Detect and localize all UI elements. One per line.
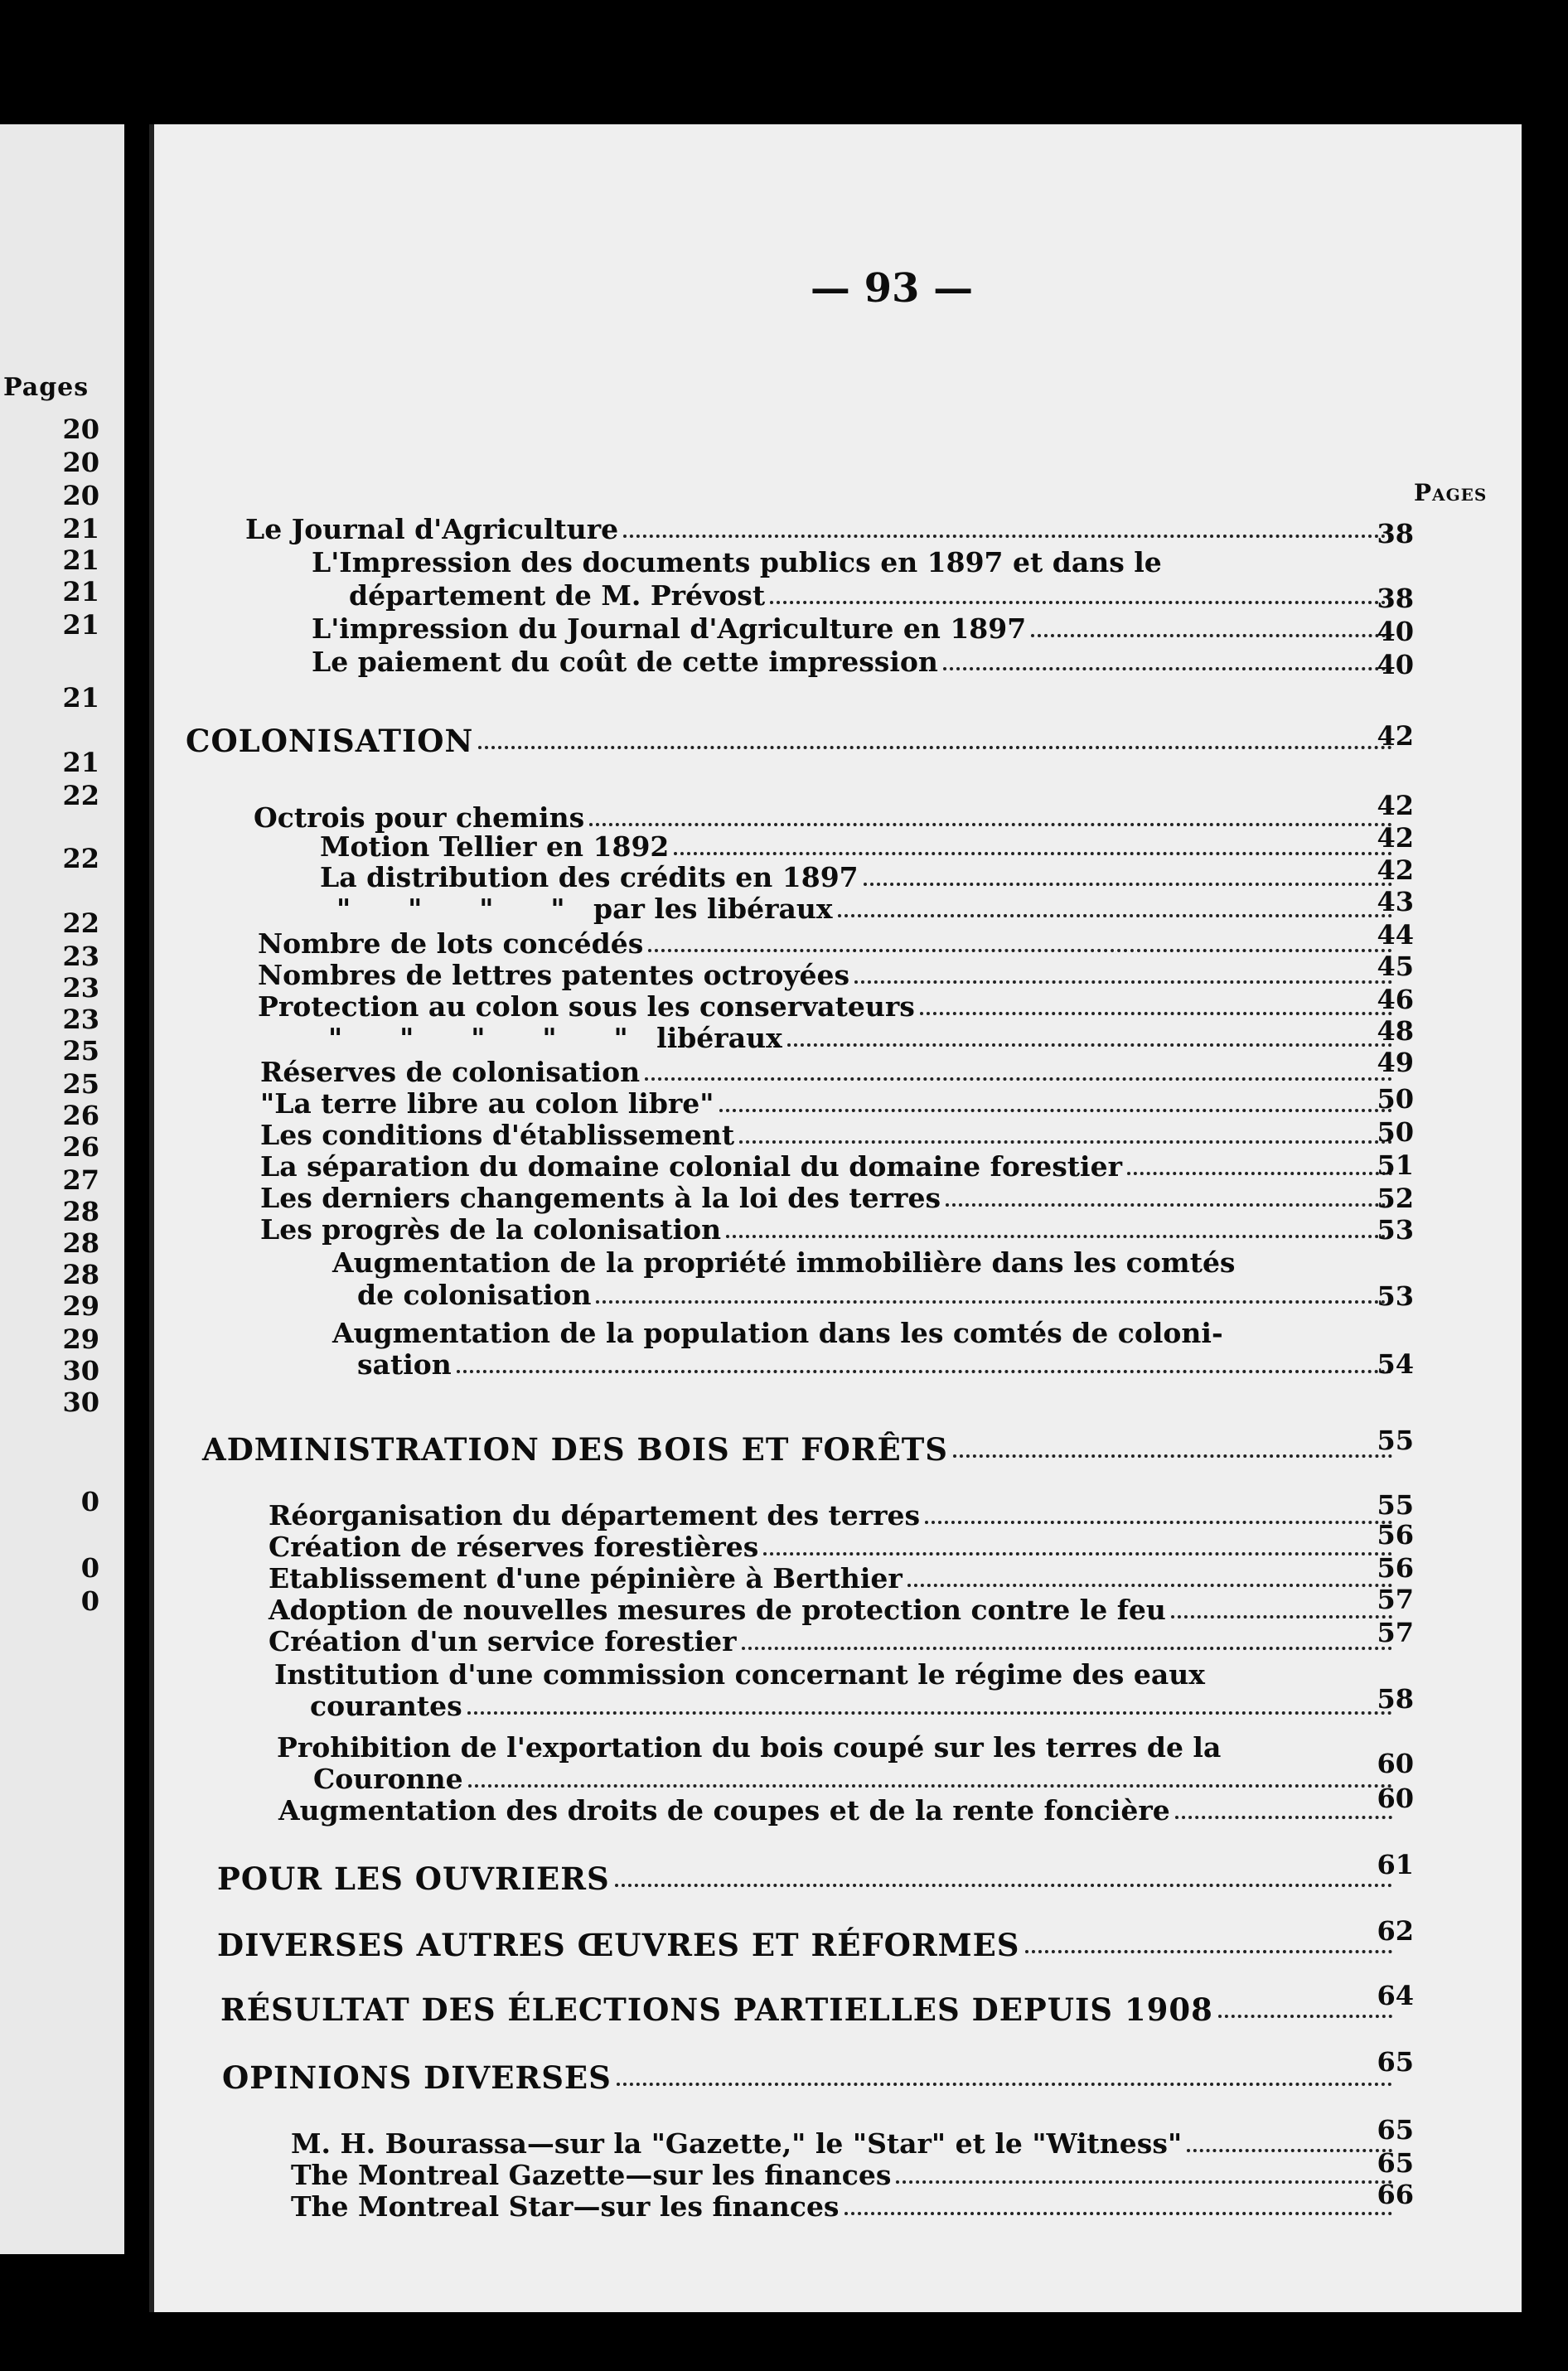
toc-section-label: DIVERSES AUTRES ŒUVRES ET RÉFORMES (217, 1927, 1020, 1963)
left-page-number: 21 (62, 609, 99, 641)
left-page-number: 25 (62, 1068, 99, 1100)
dot-leader (854, 980, 1392, 984)
dot-leader (742, 1647, 1392, 1650)
toc-entry-page: 65 (1377, 2114, 1414, 2146)
toc-entry-page: 45 (1377, 951, 1414, 982)
toc-entry (258, 991, 1397, 1023)
left-page-number: 25 (62, 1035, 99, 1067)
toc-entry-label: L'impression du Journal d'Agriculture en 1897 (312, 612, 1027, 645)
toc-entry-page: 54 (1377, 1348, 1414, 1380)
left-page-number: 29 (62, 1323, 99, 1355)
left-page-number: 26 (62, 1131, 99, 1163)
toc-entry-page: 51 (1377, 1149, 1414, 1181)
toc-entry (269, 1594, 1397, 1626)
toc-entry-page: 49 (1377, 1047, 1414, 1078)
toc-entry-page: 38 (1377, 583, 1414, 614)
toc-entry-label: Création d'un service forestier (269, 1625, 737, 1657)
left-page-number: 27 (62, 1164, 99, 1196)
dot-leader (1031, 634, 1392, 637)
toc-entry-page: 42 (1377, 720, 1414, 752)
toc-entry-label: Augmentation de la propriété immobilière dans les comtés (332, 1246, 1236, 1279)
toc-entry (291, 2191, 1397, 2223)
left-page-number: 28 (62, 1227, 99, 1259)
toc-entry (310, 1691, 1397, 1722)
dot-leader (925, 1521, 1392, 1524)
left-page-number: 29 (62, 1290, 99, 1322)
toc-entry-label: Octrois pour chemins (254, 801, 585, 834)
toc-entry-label: The Montreal Star—sur les finances (291, 2190, 840, 2223)
toc-entry (269, 1626, 1397, 1657)
toc-entry-page: 55 (1377, 1489, 1414, 1521)
toc-entry-page: 60 (1377, 1783, 1414, 1814)
left-page-number: 23 (62, 941, 99, 972)
toc-entry (349, 580, 1397, 612)
toc-entry-label: Réserves de colonisation (260, 1056, 641, 1088)
toc-section-heading (217, 1929, 1397, 1961)
left-page-number: 21 (62, 682, 99, 714)
toc-entry-page: 53 (1377, 1214, 1414, 1246)
toc-entry-label: Le Journal d'Agriculture (245, 513, 619, 545)
toc-section-heading (222, 2059, 1397, 2096)
toc-entry-label: M. H. Bourassa—sur la "Gazette," le "Star" et le "Witness" (291, 2127, 1183, 2160)
toc-entry-page: 61 (1377, 1849, 1414, 1880)
toc-entry (320, 831, 1397, 863)
toc-entry-label: Réorganisation du département des terres (269, 1499, 921, 1531)
left-page-number: 20 (62, 447, 99, 478)
toc-entry-label: "La terre libre au colon libre" (260, 1087, 714, 1120)
dot-leader (896, 2180, 1392, 2184)
toc-entry-label: La distribution des crédits en 1897 (320, 861, 859, 893)
toc-entry (320, 862, 1397, 893)
toc-entry-page: 66 (1377, 2179, 1414, 2210)
toc-entry (357, 1280, 1397, 1311)
toc-entry-page: 65 (1377, 2046, 1414, 2078)
toc-entry-page: 42 (1377, 822, 1414, 854)
left-page-number: 22 (62, 843, 99, 874)
toc-entry (312, 646, 1397, 678)
toc-entry-page: 46 (1377, 984, 1414, 1015)
dot-leader (1127, 1172, 1392, 1175)
toc-entry-page: 55 (1377, 1425, 1414, 1456)
toc-entry-page: 38 (1377, 518, 1414, 549)
toc-entry (260, 1151, 1397, 1183)
dot-leader (457, 1370, 1392, 1373)
toc-entry-page: 40 (1377, 649, 1414, 680)
page-number: — 93 — (810, 265, 974, 312)
left-page-number: 20 (62, 480, 99, 511)
toc-entry-page: 57 (1377, 1584, 1414, 1615)
toc-entry (260, 1120, 1397, 1151)
dot-leader (478, 746, 1392, 749)
dot-leader (920, 1012, 1392, 1015)
toc-entry-label: Couronne (313, 1763, 463, 1795)
toc-section-heading (217, 1861, 1397, 1897)
pages-column-header: Pages (1414, 479, 1488, 506)
toc-section-label: OPINIONS DIVERSES (222, 2059, 612, 2096)
toc-entry-label: L'Impression des documents publics en 1897 et dans le (312, 546, 1162, 578)
toc-entry-page: 58 (1377, 1683, 1414, 1715)
dot-leader (617, 2083, 1392, 2086)
toc-entry (260, 1088, 1397, 1120)
toc-entry (269, 1563, 1397, 1594)
toc-entry (313, 1764, 1397, 1795)
toc-entry (269, 1531, 1397, 1563)
dot-leader (763, 1552, 1392, 1556)
left-page-number: 23 (62, 1004, 99, 1035)
toc-entry-page: 43 (1377, 886, 1414, 917)
dot-leader (596, 1300, 1392, 1304)
toc-entry-page: 50 (1377, 1116, 1414, 1148)
toc-entry-label: Les conditions d'établissement (260, 1119, 735, 1151)
toc-entry-label: Prohibition de l'exportation du bois coupé sur les terres de la (277, 1731, 1222, 1764)
toc-entry-label: Institution d'une commission concernant le régime des eaux (274, 1658, 1205, 1691)
toc-section-label: RÉSULTAT DES ÉLECTIONS PARTIELLES DEPUIS 1908 (220, 1991, 1213, 2028)
dot-leader (645, 1077, 1392, 1081)
toc-entry-page: 50 (1377, 1083, 1414, 1115)
dot-leader (615, 1884, 1392, 1887)
dot-leader (674, 852, 1392, 855)
toc-entry-label: Protection au colon sous les conservateurs (258, 990, 915, 1023)
toc-entry-page: 64 (1377, 1980, 1414, 2011)
toc-entry-label: de colonisation (357, 1279, 592, 1311)
toc-entry (312, 613, 1397, 645)
dot-leader (726, 1235, 1392, 1238)
left-page-number: 30 (62, 1386, 99, 1418)
dot-leader (1171, 1615, 1392, 1619)
toc-entry (278, 1795, 1397, 1827)
left-page-number: 22 (62, 780, 99, 811)
toc-entry-label: Les progrès de la colonisation (260, 1213, 722, 1246)
toc-entry (269, 1500, 1397, 1531)
toc-entry-page: 42 (1377, 790, 1414, 821)
toc-entry-label: Création de réserves forestières (269, 1531, 759, 1563)
dot-leader (864, 883, 1392, 886)
dot-leader (739, 1140, 1392, 1144)
left-page-number: 21 (62, 513, 99, 544)
toc-entry-page: 62 (1377, 1915, 1414, 1947)
toc-entry-page: 57 (1377, 1617, 1414, 1648)
toc-entry-page: 56 (1377, 1519, 1414, 1551)
toc-entry-label: Motion Tellier en 1892 (320, 830, 670, 863)
dot-leader (1218, 2015, 1392, 2018)
toc-entry-label: Nombre de lots concédés (258, 927, 644, 960)
left-page-number: 21 (62, 747, 99, 778)
toc-entry-page: 53 (1377, 1280, 1414, 1312)
dot-leader (943, 667, 1392, 670)
dot-leader (589, 823, 1392, 826)
left-pages-header: Pages (3, 373, 90, 402)
toc-entry-page: 42 (1377, 854, 1414, 886)
dot-leader (1025, 1950, 1392, 1953)
toc-entry-label: sation (357, 1348, 452, 1381)
left-page-number: 26 (62, 1100, 99, 1131)
right-page (149, 124, 1522, 2312)
toc-entry-label: département de M. Prévost (349, 579, 766, 612)
dot-leader (648, 949, 1392, 952)
left-page-number: 23 (62, 972, 99, 1004)
dot-leader (787, 1043, 1392, 1047)
toc-entry-label: Augmentation de la population dans les comtés de coloni- (332, 1317, 1223, 1349)
toc-entry-label: Augmentation des droits de coupes et de la rente foncière (278, 1794, 1170, 1827)
toc-section-heading (202, 1431, 1397, 1468)
toc-entry (260, 1057, 1397, 1088)
toc-entry (291, 2160, 1397, 2191)
dot-leader (468, 1784, 1392, 1788)
left-page-number: 20 (62, 414, 99, 445)
dot-leader (719, 1109, 1393, 1112)
toc-entry-label: Adoption de nouvelles mesures de protection contre le feu (269, 1594, 1166, 1626)
toc-section-label: POUR LES OUVRIERS (217, 1861, 610, 1897)
toc-entry-label: " " " " " libéraux (328, 1022, 782, 1054)
toc-entry (245, 514, 1397, 545)
left-page-number: 22 (62, 907, 99, 939)
toc-entry-page: 48 (1377, 1015, 1414, 1047)
left-page-number: 21 (62, 544, 99, 576)
left-page-number: 28 (62, 1259, 99, 1290)
toc-entry-label: Le paiement du coût de cette impression (312, 646, 938, 678)
dot-leader (946, 1203, 1392, 1207)
dot-leader (907, 1584, 1392, 1587)
toc-entry (254, 802, 1397, 834)
left-page-number: 0 (80, 1486, 99, 1517)
left-page-number: 30 (62, 1355, 99, 1386)
dot-leader (1175, 1816, 1392, 1819)
toc-section-label: COLONISATION (186, 723, 474, 759)
dot-leader (770, 601, 1392, 604)
dot-leader (844, 2212, 1392, 2215)
toc-entry (336, 893, 1397, 925)
dot-leader (838, 914, 1392, 917)
toc-entry-label: courantes (310, 1690, 462, 1722)
toc-entry-page: 56 (1377, 1552, 1414, 1584)
left-page-number: 21 (62, 576, 99, 607)
toc-entry-label: Etablissement d'une pépinière à Berthier (269, 1562, 903, 1594)
toc-entry-page: 40 (1377, 616, 1414, 647)
left-page-fragment (0, 124, 124, 2254)
toc-entry-page: 65 (1377, 2147, 1414, 2179)
toc-entry (357, 1349, 1397, 1381)
dot-leader (953, 1454, 1392, 1458)
toc-section-heading (186, 725, 1397, 757)
toc-entry-page: 60 (1377, 1748, 1414, 1779)
toc-entry (258, 928, 1397, 960)
toc-entry (260, 1214, 1397, 1246)
toc-entry-label: Nombres de lettres patentes octroyées (258, 959, 850, 991)
toc-entry-page: 52 (1377, 1183, 1414, 1214)
left-page-number: 0 (80, 1552, 99, 1584)
toc-entry-label: " " " " par les libéraux (336, 893, 833, 925)
toc-entry (258, 960, 1397, 991)
left-page-number: 28 (62, 1196, 99, 1227)
toc-entry (291, 2128, 1397, 2160)
toc-entry-label: Les derniers changements à la loi des terres (260, 1182, 941, 1214)
toc-section-heading (220, 1991, 1397, 2028)
dot-leader (467, 1711, 1392, 1715)
toc-entry (260, 1183, 1397, 1214)
left-page-number: 0 (80, 1585, 99, 1617)
dot-leader (1187, 2149, 1392, 2152)
toc-entry (328, 1023, 1397, 1054)
toc-entry-page: 44 (1377, 919, 1414, 951)
toc-entry-label: La séparation du domaine colonial du domaine forestier (260, 1150, 1122, 1183)
toc-entry-label: The Montreal Gazette—sur les finances (291, 2159, 892, 2191)
toc-section-label: ADMINISTRATION DES BOIS ET FORÊTS (202, 1431, 948, 1468)
dot-leader (623, 535, 1392, 538)
